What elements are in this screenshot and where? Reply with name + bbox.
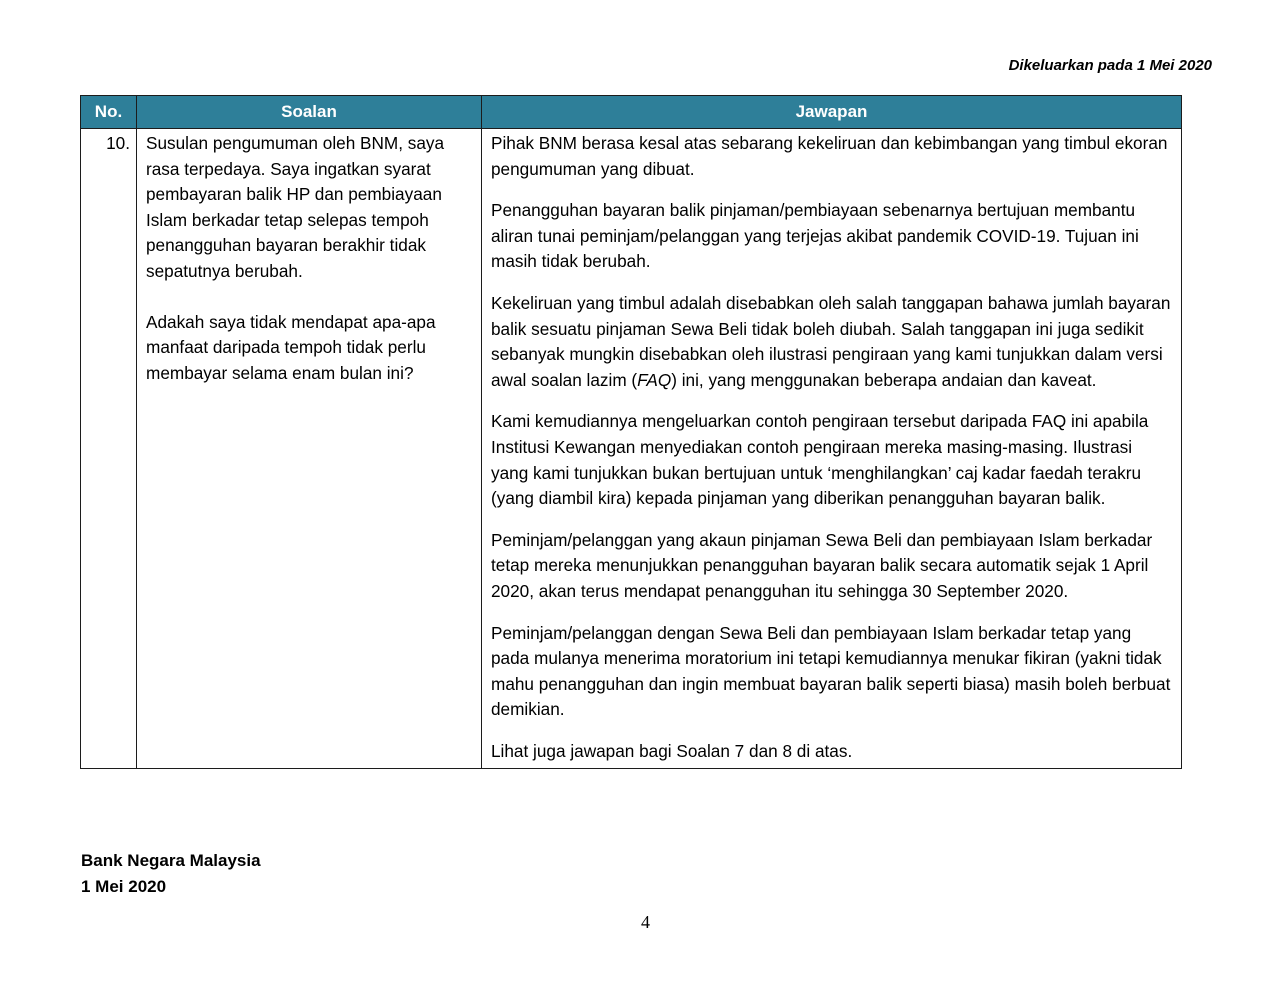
question-followup: Adakah saya tidak mendapat apa-apa manfaat daripada tempoh tidak perlu membayar selama enam bulan ini? bbox=[146, 311, 436, 383]
faq-table bbox=[80, 95, 1182, 769]
column-header-no: No. bbox=[81, 96, 137, 129]
answer-paragraph: Kami kemudiannya mengeluarkan contoh pengiraan tersebut daripada FAQ ini apabila Institusi Kewangan menyediakan contoh pengiraan mereka masing-masing. Ilustrasi yang kami tunjukkan bukan bertujuan untuk ‘menghilangkan’ caj kadar faedah terakru (yang diambil kira) kepada pinjaman yang diberikan penangguhan bayaran balik. bbox=[491, 411, 1149, 509]
footer-organization: Bank Negara Malaysia bbox=[81, 851, 261, 870]
faq-abbreviation: FAQ bbox=[637, 369, 672, 390]
answer-paragraph: Pihak BNM berasa kesal atas sebarang kekeliruan dan kebimbangan yang timbul ekoran pengumuman yang dibuat. bbox=[491, 133, 1168, 179]
answer-paragraph bbox=[491, 291, 1172, 393]
answer-cell bbox=[482, 129, 1182, 769]
page-number: 4 bbox=[641, 912, 650, 932]
column-header-question: Soalan bbox=[137, 96, 482, 129]
answer-paragraph: Penangguhan bayaran balik pinjaman/pembiayaan sebenarnya bertujuan membantu aliran tunai peminjam/pelanggan yang terjejas akibat pandemik COVID-19. Tujuan ini masih tidak berubah. bbox=[491, 200, 1139, 272]
question-cell bbox=[137, 129, 482, 769]
answer-paragraph: Peminjam/pelanggan dengan Sewa Beli dan pembiayaan Islam berkadar tetap yang pada mulanya menerima moratorium ini tetapi kemudiannya menukar fikiran (yakni tidak mahu penangguhan dan ingin membuat bayaran balik seperti biasa) masih boleh berbuat demikian. bbox=[491, 622, 1171, 720]
question-text: Susulan pengumuman oleh BNM, saya rasa terpedaya. Saya ingatkan syarat pembayaran balik HP dan pembiayaan Islam berkadar tetap selepas tempoh penangguhan bayaran berakhir tidak sepatutnya berubah. bbox=[146, 133, 445, 281]
table-row bbox=[81, 129, 1182, 769]
answer-paragraph: Lihat juga jawapan bagi Soalan 7 dan 8 di atas. bbox=[491, 740, 853, 761]
footer bbox=[81, 848, 261, 900]
table-header-row bbox=[81, 96, 1182, 129]
answer-paragraph: Peminjam/pelanggan yang akaun pinjaman Sewa Beli dan pembiayaan Islam berkadar tetap mereka menunjukkan penangguhan bayaran balik secara automatik sejak 1 April 2020, akan terus mendapat penangguhan itu sehingga 30 September 2020. bbox=[491, 529, 1153, 601]
answer-text: Kekeliruan yang timbul adalah disebabkan oleh salah tanggapan bahawa jumlah bayaran balik sesuatu pinjaman Sewa Beli tidak boleh diubah. Salah tanggapan ini juga sedikit sebanyak mungkin disebabkan oleh ilustrasi pengiraan yang kami tunjukkan dalam versi awal soalan lazim ( bbox=[491, 292, 1171, 390]
answer-text: ) ini, yang menggunakan beberapa andaian dan kaveat. bbox=[671, 369, 1097, 390]
issue-date: Dikeluarkan pada 1 Mei 2020 bbox=[1008, 57, 1212, 74]
column-header-answer: Jawapan bbox=[482, 96, 1182, 129]
footer-date: 1 Mei 2020 bbox=[81, 877, 167, 896]
row-number: 10. bbox=[81, 129, 137, 769]
